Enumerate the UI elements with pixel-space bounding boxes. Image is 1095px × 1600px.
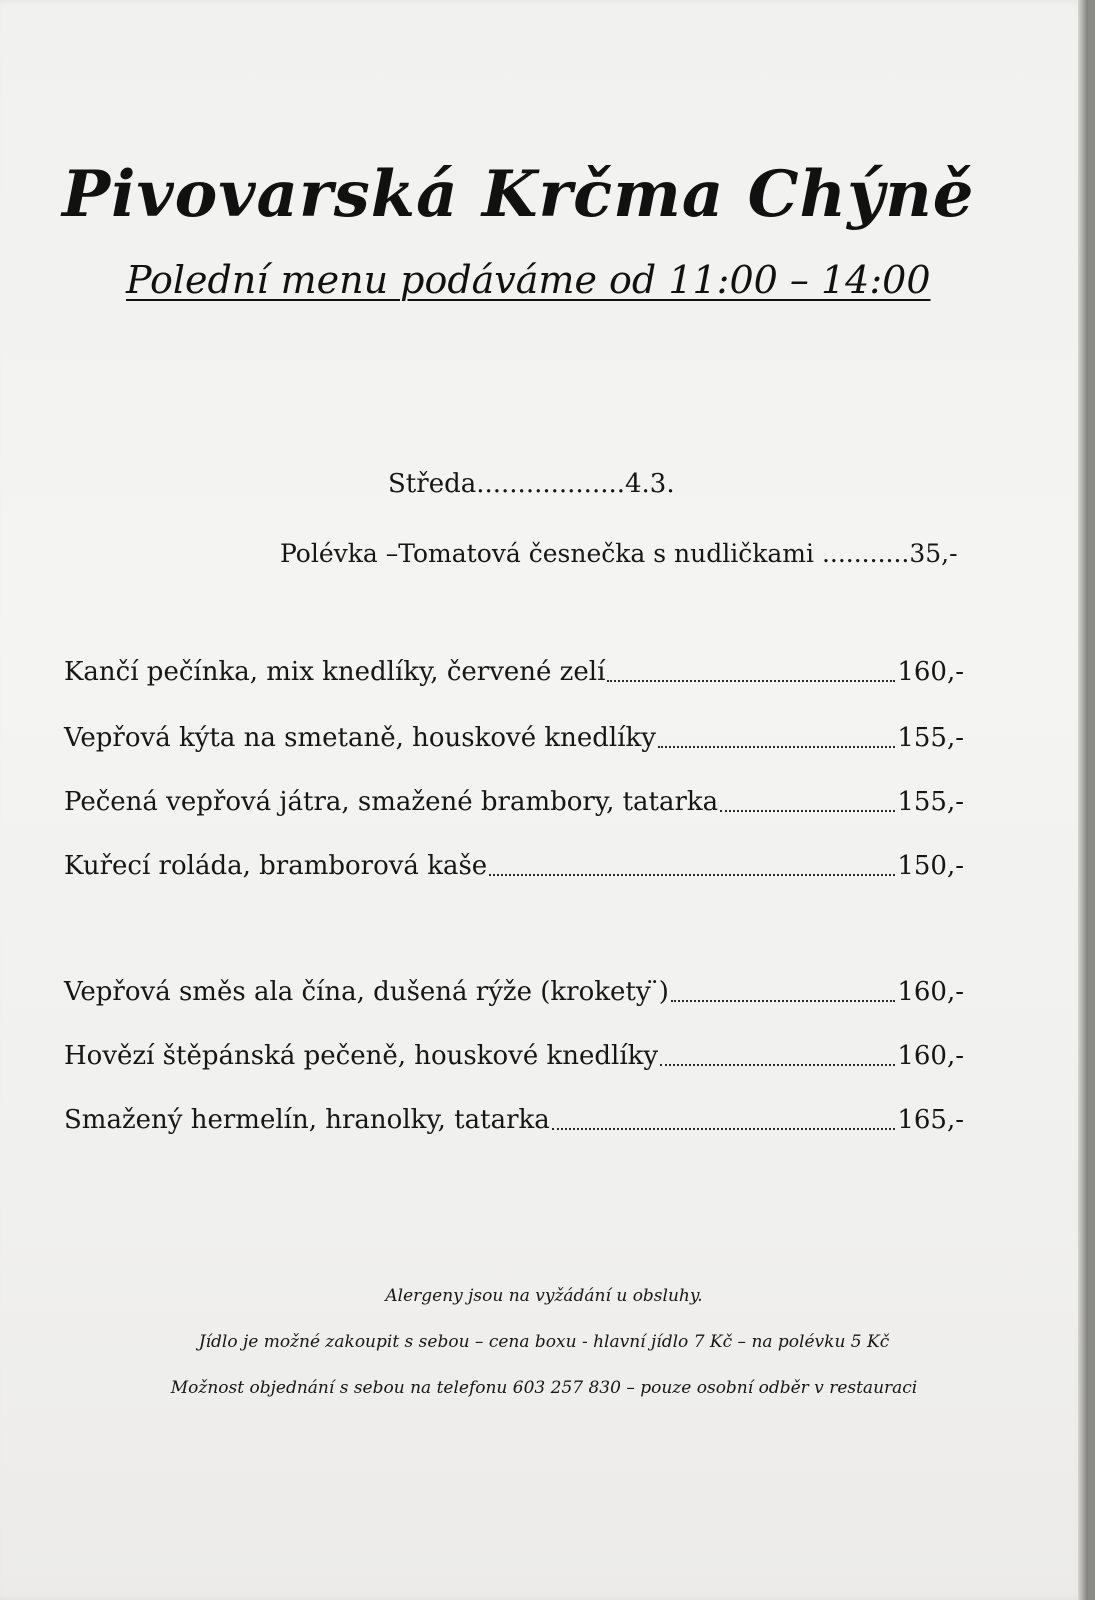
meal-row: [64, 780, 964, 820]
meal-price: 150,-: [897, 851, 964, 881]
allergens-note: Alergeny jsou na vyžádání u obsluhy.: [385, 1286, 703, 1306]
meal-price: 155,-: [897, 787, 964, 817]
serving-hours-subtitle: Polední menu podáváme od 11:00 – 14:00: [126, 258, 931, 302]
soup-price: 35,-: [909, 539, 958, 568]
meal-row: [64, 716, 964, 756]
meal-row: [64, 1034, 964, 1074]
leader-dots: [658, 745, 895, 748]
meal-name: Hovězí štěpánská pečeně, houskové knedlíky: [64, 1041, 659, 1071]
soup-text: Polévka –Tomatová česnečka s nudličkami: [280, 539, 814, 568]
day-label: Středa: [388, 469, 477, 499]
meal-name: Vepřová kýta na smetaně, houskové knedlíky: [64, 723, 656, 753]
soup-dots: ...........: [821, 539, 910, 568]
meal-price: 160,-: [897, 977, 964, 1007]
leader-dots: [607, 679, 895, 682]
leader-dots: [660, 1063, 895, 1066]
meal-name: Kančí pečínka, mix knedlíky, červené zelí: [64, 657, 606, 687]
meal-price: 160,-: [897, 1041, 964, 1071]
meal-row: [64, 970, 964, 1010]
meal-name: Kuřecí roláda, bramborová kaše: [64, 851, 488, 881]
leader-dots: [489, 873, 895, 876]
meal-name: Vepřová směs ala čína, dušená rýže (krokety ̈): [64, 977, 669, 1007]
day-date: 4.3.: [625, 469, 675, 499]
meal-row: [64, 1098, 964, 1138]
meal-row: [64, 650, 964, 690]
soup-line: [280, 536, 958, 572]
day-heading: [388, 466, 675, 502]
leader-dots: [552, 1127, 896, 1130]
leader-dots: [720, 809, 895, 812]
meal-price: 160,-: [897, 657, 964, 687]
meal-price: 165,-: [897, 1105, 964, 1135]
meal-row: [64, 844, 964, 884]
phone-order-note: Možnost objednání s sebou na telefonu 603 257 830 – pouze osobní odběr v restauraci: [170, 1378, 918, 1398]
leader-dots: [671, 999, 895, 1002]
paper-edge-shadow: [1078, 0, 1088, 1600]
restaurant-title: Pivovarská Krčma Chýně: [62, 157, 975, 232]
day-dots: ..................: [476, 469, 625, 499]
takeaway-note: Jídlo je možné zakoupit s sebou – cena boxu - hlavní jídlo 7 Kč – na polévku 5 Kč: [198, 1332, 890, 1352]
meal-name: Pečená vepřová játra, smažené brambory, tatarka: [64, 787, 719, 817]
meal-price: 155,-: [897, 723, 964, 753]
meal-name: Smažený hermelín, hranolky, tatarka: [64, 1105, 550, 1135]
